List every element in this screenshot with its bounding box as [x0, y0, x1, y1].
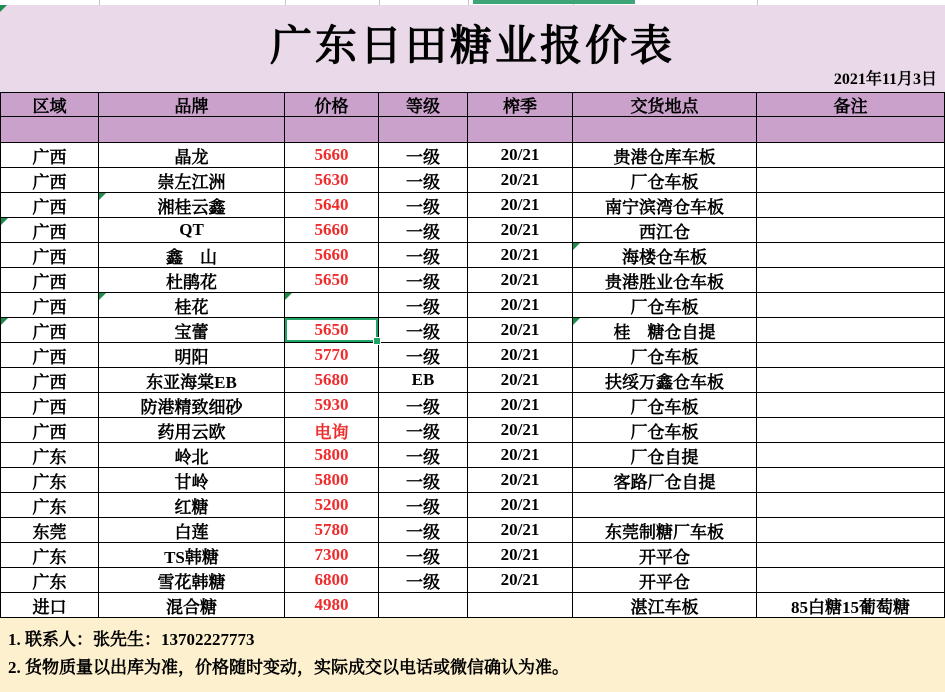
table-cell[interactable]: 20/21 [468, 343, 573, 368]
table-cell[interactable]: 湛江车板 [573, 593, 757, 618]
table-cell[interactable]: 广西 [0, 393, 99, 418]
table-cell[interactable]: 甘岭 [99, 468, 285, 493]
table-cell[interactable]: 湘桂云鑫 [99, 193, 285, 218]
table-cell[interactable]: 广东 [0, 493, 99, 518]
table-cell[interactable]: 20/21 [468, 193, 573, 218]
table-cell[interactable]: 广西 [0, 168, 99, 193]
table-cell[interactable]: 5200 [285, 493, 379, 518]
table-cell[interactable]: 广东 [0, 443, 99, 468]
table-row [0, 568, 945, 593]
table-cell[interactable]: 贵港仓库车板 [573, 143, 757, 168]
data-rows [0, 143, 945, 618]
table-row [0, 518, 945, 543]
table-cell[interactable] [757, 243, 945, 268]
table-cell[interactable]: 20/21 [468, 418, 573, 443]
column-header-season[interactable]: 榨季 [468, 92, 573, 117]
table-cell[interactable]: 进口 [0, 593, 99, 618]
table-row [0, 318, 945, 343]
table-cell[interactable]: 开平仓 [573, 568, 757, 593]
column-header-price[interactable]: 价格 [285, 92, 379, 117]
table-row [0, 418, 945, 443]
table-cell[interactable]: 厂仓自提 [573, 443, 757, 468]
comment-triangle-icon [1, 218, 8, 225]
table-cell[interactable]: 5660 [285, 243, 379, 268]
table-cell[interactable]: 一级 [379, 193, 468, 218]
table-cell[interactable]: 一级 [379, 443, 468, 468]
table-cell[interactable]: 广西 [0, 268, 99, 293]
table-cell[interactable]: 晶龙 [99, 143, 285, 168]
table-cell[interactable]: 杜鹃花 [99, 268, 285, 293]
table-cell[interactable] [757, 443, 945, 468]
table-cell[interactable]: 广西 [0, 368, 99, 393]
table-cell[interactable]: 厂仓车板 [573, 293, 757, 318]
table-cell[interactable]: 白莲 [99, 518, 285, 543]
table-cell[interactable]: 东亚海棠EB [99, 368, 285, 393]
table-cell[interactable]: 广东 [0, 543, 99, 568]
empty-cell[interactable] [757, 117, 945, 143]
table-row [0, 393, 945, 418]
table-cell[interactable]: EB [379, 368, 468, 393]
table-row [0, 293, 945, 318]
table-cell[interactable]: 厂仓车板 [573, 168, 757, 193]
table-cell[interactable]: QT [99, 218, 285, 243]
table-cell[interactable]: 南宁滨湾仓车板 [573, 193, 757, 218]
table-cell[interactable]: 5660 [285, 218, 379, 243]
table-row [0, 343, 945, 368]
table-cell[interactable]: 20/21 [468, 368, 573, 393]
table-cell[interactable]: 一级 [379, 218, 468, 243]
comment-triangle-icon [99, 193, 106, 200]
quote-table [0, 92, 945, 618]
table-cell[interactable]: 药用云欧 [99, 418, 285, 443]
table-cell[interactable]: 20/21 [468, 218, 573, 243]
table-row [0, 493, 945, 518]
table-cell[interactable]: 电询 [285, 418, 379, 443]
title-cell[interactable] [0, 5, 945, 92]
table-cell[interactable]: 东莞制糖厂车板 [573, 518, 757, 543]
table-cell[interactable]: 一级 [379, 568, 468, 593]
table-cell[interactable]: 一级 [379, 468, 468, 493]
table-cell[interactable] [757, 168, 945, 193]
table-cell[interactable]: 5650 [285, 318, 379, 343]
table-cell[interactable]: 5770 [285, 343, 379, 368]
table-row [0, 543, 945, 568]
empty-cell[interactable] [379, 117, 468, 143]
table-cell[interactable]: 桂花 [99, 293, 285, 318]
table-cell[interactable]: 一级 [379, 168, 468, 193]
table-cell[interactable]: 5640 [285, 193, 379, 218]
table-cell[interactable]: 厂仓车板 [573, 418, 757, 443]
table-cell[interactable]: 广西 [0, 218, 99, 243]
spacer-row [0, 117, 945, 143]
table-row [0, 218, 945, 243]
table-cell[interactable]: 5680 [285, 368, 379, 393]
table-cell[interactable] [757, 568, 945, 593]
note-disclaimer: 2. 货物质量以出库为准，价格随时变动，实际成交以电话或微信确认为准。 [8, 658, 569, 677]
table-cell[interactable] [573, 493, 757, 518]
table-cell[interactable]: 开平仓 [573, 543, 757, 568]
column-header-delivery[interactable]: 交货地点 [573, 92, 757, 117]
table-cell[interactable] [757, 143, 945, 168]
table-cell[interactable]: 5650 [285, 268, 379, 293]
table-cell[interactable]: 6800 [285, 568, 379, 593]
table-row [0, 168, 945, 193]
table-cell[interactable]: 5800 [285, 443, 379, 468]
table-cell[interactable]: 5660 [285, 143, 379, 168]
table-cell[interactable]: 一级 [379, 493, 468, 518]
comment-triangle-icon [1, 318, 8, 325]
table-cell[interactable] [757, 218, 945, 243]
table-cell[interactable]: 广西 [0, 418, 99, 443]
table-cell[interactable]: 贵港胜业仓车板 [573, 268, 757, 293]
table-cell[interactable] [757, 418, 945, 443]
table-cell[interactable]: 明阳 [99, 343, 285, 368]
table-cell[interactable]: 红糖 [99, 493, 285, 518]
table-cell[interactable] [757, 293, 945, 318]
page-title: 广东日田糖业报价表 [269, 24, 675, 70]
table-cell[interactable] [379, 593, 468, 618]
table-cell[interactable]: 一级 [379, 543, 468, 568]
table-cell[interactable]: 5800 [285, 468, 379, 493]
table-cell[interactable] [468, 593, 573, 618]
table-row [0, 243, 945, 268]
table-cell[interactable]: 20/21 [468, 543, 573, 568]
table-cell[interactable]: 一级 [379, 418, 468, 443]
comment-triangle-icon [285, 293, 292, 300]
table-cell[interactable]: 20/21 [468, 293, 573, 318]
empty-cell[interactable] [285, 117, 379, 143]
table-row [0, 268, 945, 293]
table-cell[interactable] [757, 268, 945, 293]
table-cell[interactable]: 5630 [285, 168, 379, 193]
empty-cell[interactable] [468, 117, 573, 143]
empty-cell[interactable] [573, 117, 757, 143]
table-cell[interactable]: 20/21 [468, 143, 573, 168]
table-cell[interactable]: 广西 [0, 343, 99, 368]
table-cell[interactable] [757, 543, 945, 568]
table-cell[interactable]: 20/21 [468, 393, 573, 418]
table-cell[interactable]: 一级 [379, 243, 468, 268]
table-cell[interactable]: 防港精致细砂 [99, 393, 285, 418]
table-cell[interactable]: 一级 [379, 393, 468, 418]
table-cell[interactable]: 鑫 山 [99, 243, 285, 268]
table-cell[interactable]: 5780 [285, 518, 379, 543]
notes-area [0, 618, 945, 692]
table-cell[interactable]: 20/21 [468, 268, 573, 293]
table-row [0, 593, 945, 618]
column-header-brand[interactable]: 品牌 [99, 92, 285, 117]
table-cell[interactable]: 一级 [379, 343, 468, 368]
table-cell[interactable]: TS韩糖 [99, 543, 285, 568]
table-cell[interactable] [757, 368, 945, 393]
comment-triangle-icon [0, 5, 7, 12]
table-cell[interactable] [757, 193, 945, 218]
table-cell[interactable]: 20/21 [468, 468, 573, 493]
column-header-grade[interactable]: 等级 [379, 92, 468, 117]
table-cell[interactable]: 20/21 [468, 568, 573, 593]
comment-triangle-icon [573, 318, 580, 325]
table-cell[interactable] [757, 468, 945, 493]
table-cell[interactable]: 广东 [0, 468, 99, 493]
empty-cell[interactable] [99, 117, 285, 143]
column-header-remark[interactable]: 备注 [757, 92, 945, 117]
table-cell[interactable]: 厂仓车板 [573, 343, 757, 368]
table-cell[interactable]: 广西 [0, 318, 99, 343]
comment-triangle-icon [573, 243, 580, 250]
table-cell[interactable]: 20/21 [468, 518, 573, 543]
table-cell[interactable]: 广东 [0, 568, 99, 593]
table-row [0, 143, 945, 168]
table-cell[interactable]: 20/21 [468, 243, 573, 268]
table-cell[interactable]: 海楼仓车板 [573, 243, 757, 268]
table-cell[interactable]: 20/21 [468, 443, 573, 468]
table-cell[interactable] [757, 393, 945, 418]
table-cell[interactable]: 20/21 [468, 493, 573, 518]
table-row [0, 368, 945, 393]
table-cell[interactable]: 一级 [379, 318, 468, 343]
column-header-region[interactable]: 区域 [0, 92, 99, 117]
table-cell[interactable]: 一级 [379, 518, 468, 543]
table-cell[interactable]: 一级 [379, 293, 468, 318]
table-cell[interactable]: 20/21 [468, 168, 573, 193]
table-cell[interactable]: 岭北 [99, 443, 285, 468]
table-cell[interactable] [285, 293, 379, 318]
table-row [0, 443, 945, 468]
table-cell[interactable]: 客路厂仓自提 [573, 468, 757, 493]
comment-triangle-icon [99, 293, 106, 300]
table-row [0, 468, 945, 493]
table-cell[interactable]: 厂仓车板 [573, 393, 757, 418]
table-cell[interactable]: 一级 [379, 143, 468, 168]
table-cell[interactable]: 广西 [0, 193, 99, 218]
table-cell[interactable]: 扶绥万鑫仓车板 [573, 368, 757, 393]
table-row [0, 193, 945, 218]
table-cell[interactable]: 广西 [0, 143, 99, 168]
empty-cell[interactable] [0, 117, 99, 143]
table-cell[interactable]: 一级 [379, 268, 468, 293]
report-date: 2021年11月3日 [833, 71, 937, 88]
table-cell[interactable]: 雪花韩糖 [99, 568, 285, 593]
table-cell[interactable]: 广西 [0, 293, 99, 318]
table-cell[interactable]: 桂 糖仓自提 [573, 318, 757, 343]
table-cell[interactable]: 广西 [0, 243, 99, 268]
table-cell[interactable]: 宝蕾 [99, 318, 285, 343]
table-cell[interactable]: 20/21 [468, 318, 573, 343]
table-cell[interactable] [757, 343, 945, 368]
table-cell[interactable]: 东莞 [0, 518, 99, 543]
table-cell[interactable]: 4980 [285, 593, 379, 618]
table-cell[interactable]: 西江仓 [573, 218, 757, 243]
table-header-row [0, 92, 945, 117]
selection-remnant-bar [473, 0, 635, 4]
table-cell[interactable]: 7300 [285, 543, 379, 568]
note-contact: 1. 联系人：张先生：13702227773 [8, 630, 255, 649]
table-cell[interactable] [757, 518, 945, 543]
table-cell[interactable]: 崇左江洲 [99, 168, 285, 193]
table-cell[interactable]: 85白糖15葡萄糖 [757, 593, 945, 618]
table-cell[interactable]: 5930 [285, 393, 379, 418]
table-cell[interactable] [757, 493, 945, 518]
table-cell[interactable]: 混合糖 [99, 593, 285, 618]
table-cell[interactable] [757, 318, 945, 343]
